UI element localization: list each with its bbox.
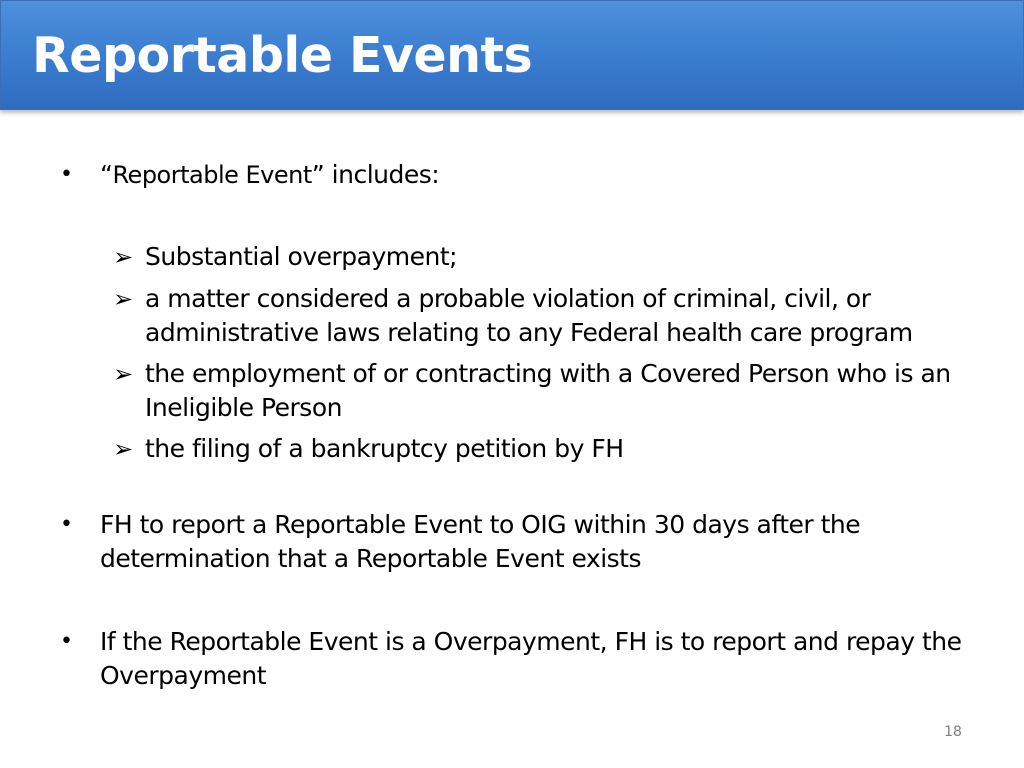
bullet-text: FH to report a Reportable Event to OIG within 30 days after the determination that a Reportable Event exists (100, 510, 861, 573)
bullet-icon: • (60, 512, 73, 537)
arrow-bullet-icon: ➢ (113, 360, 134, 388)
bullet-icon: • (60, 629, 73, 654)
close-quote: ” (311, 160, 325, 189)
bullet-text: If the Reportable Event is a Overpayment, FH is to report and repay the Overpayment (100, 627, 962, 690)
slide-title: Reportable Events (32, 27, 533, 84)
term-rest: includes: (324, 160, 440, 189)
bullet-text (100, 158, 980, 192)
open-quote: “ (100, 160, 113, 189)
page-number: 18 (944, 724, 962, 740)
sub-item-text: the employment of or contracting with a Covered Person who is an Ineligible Person (145, 359, 951, 422)
sub-item-text: a matter considered a probable violation of criminal, civil, or administrative laws relating to any Federal health care program (145, 284, 913, 347)
arrow-bullet-icon: ➢ (113, 285, 134, 313)
sub-item-text: the filing of a bankruptcy petition by FH (145, 434, 624, 463)
bullet-icon: • (60, 162, 73, 187)
arrow-bullet-icon: ➢ (113, 435, 134, 463)
term-label: Reportable Event (112, 161, 312, 189)
sub-item-text: Substantial overpayment; (145, 242, 458, 271)
arrow-bullet-icon: ➢ (113, 243, 134, 271)
